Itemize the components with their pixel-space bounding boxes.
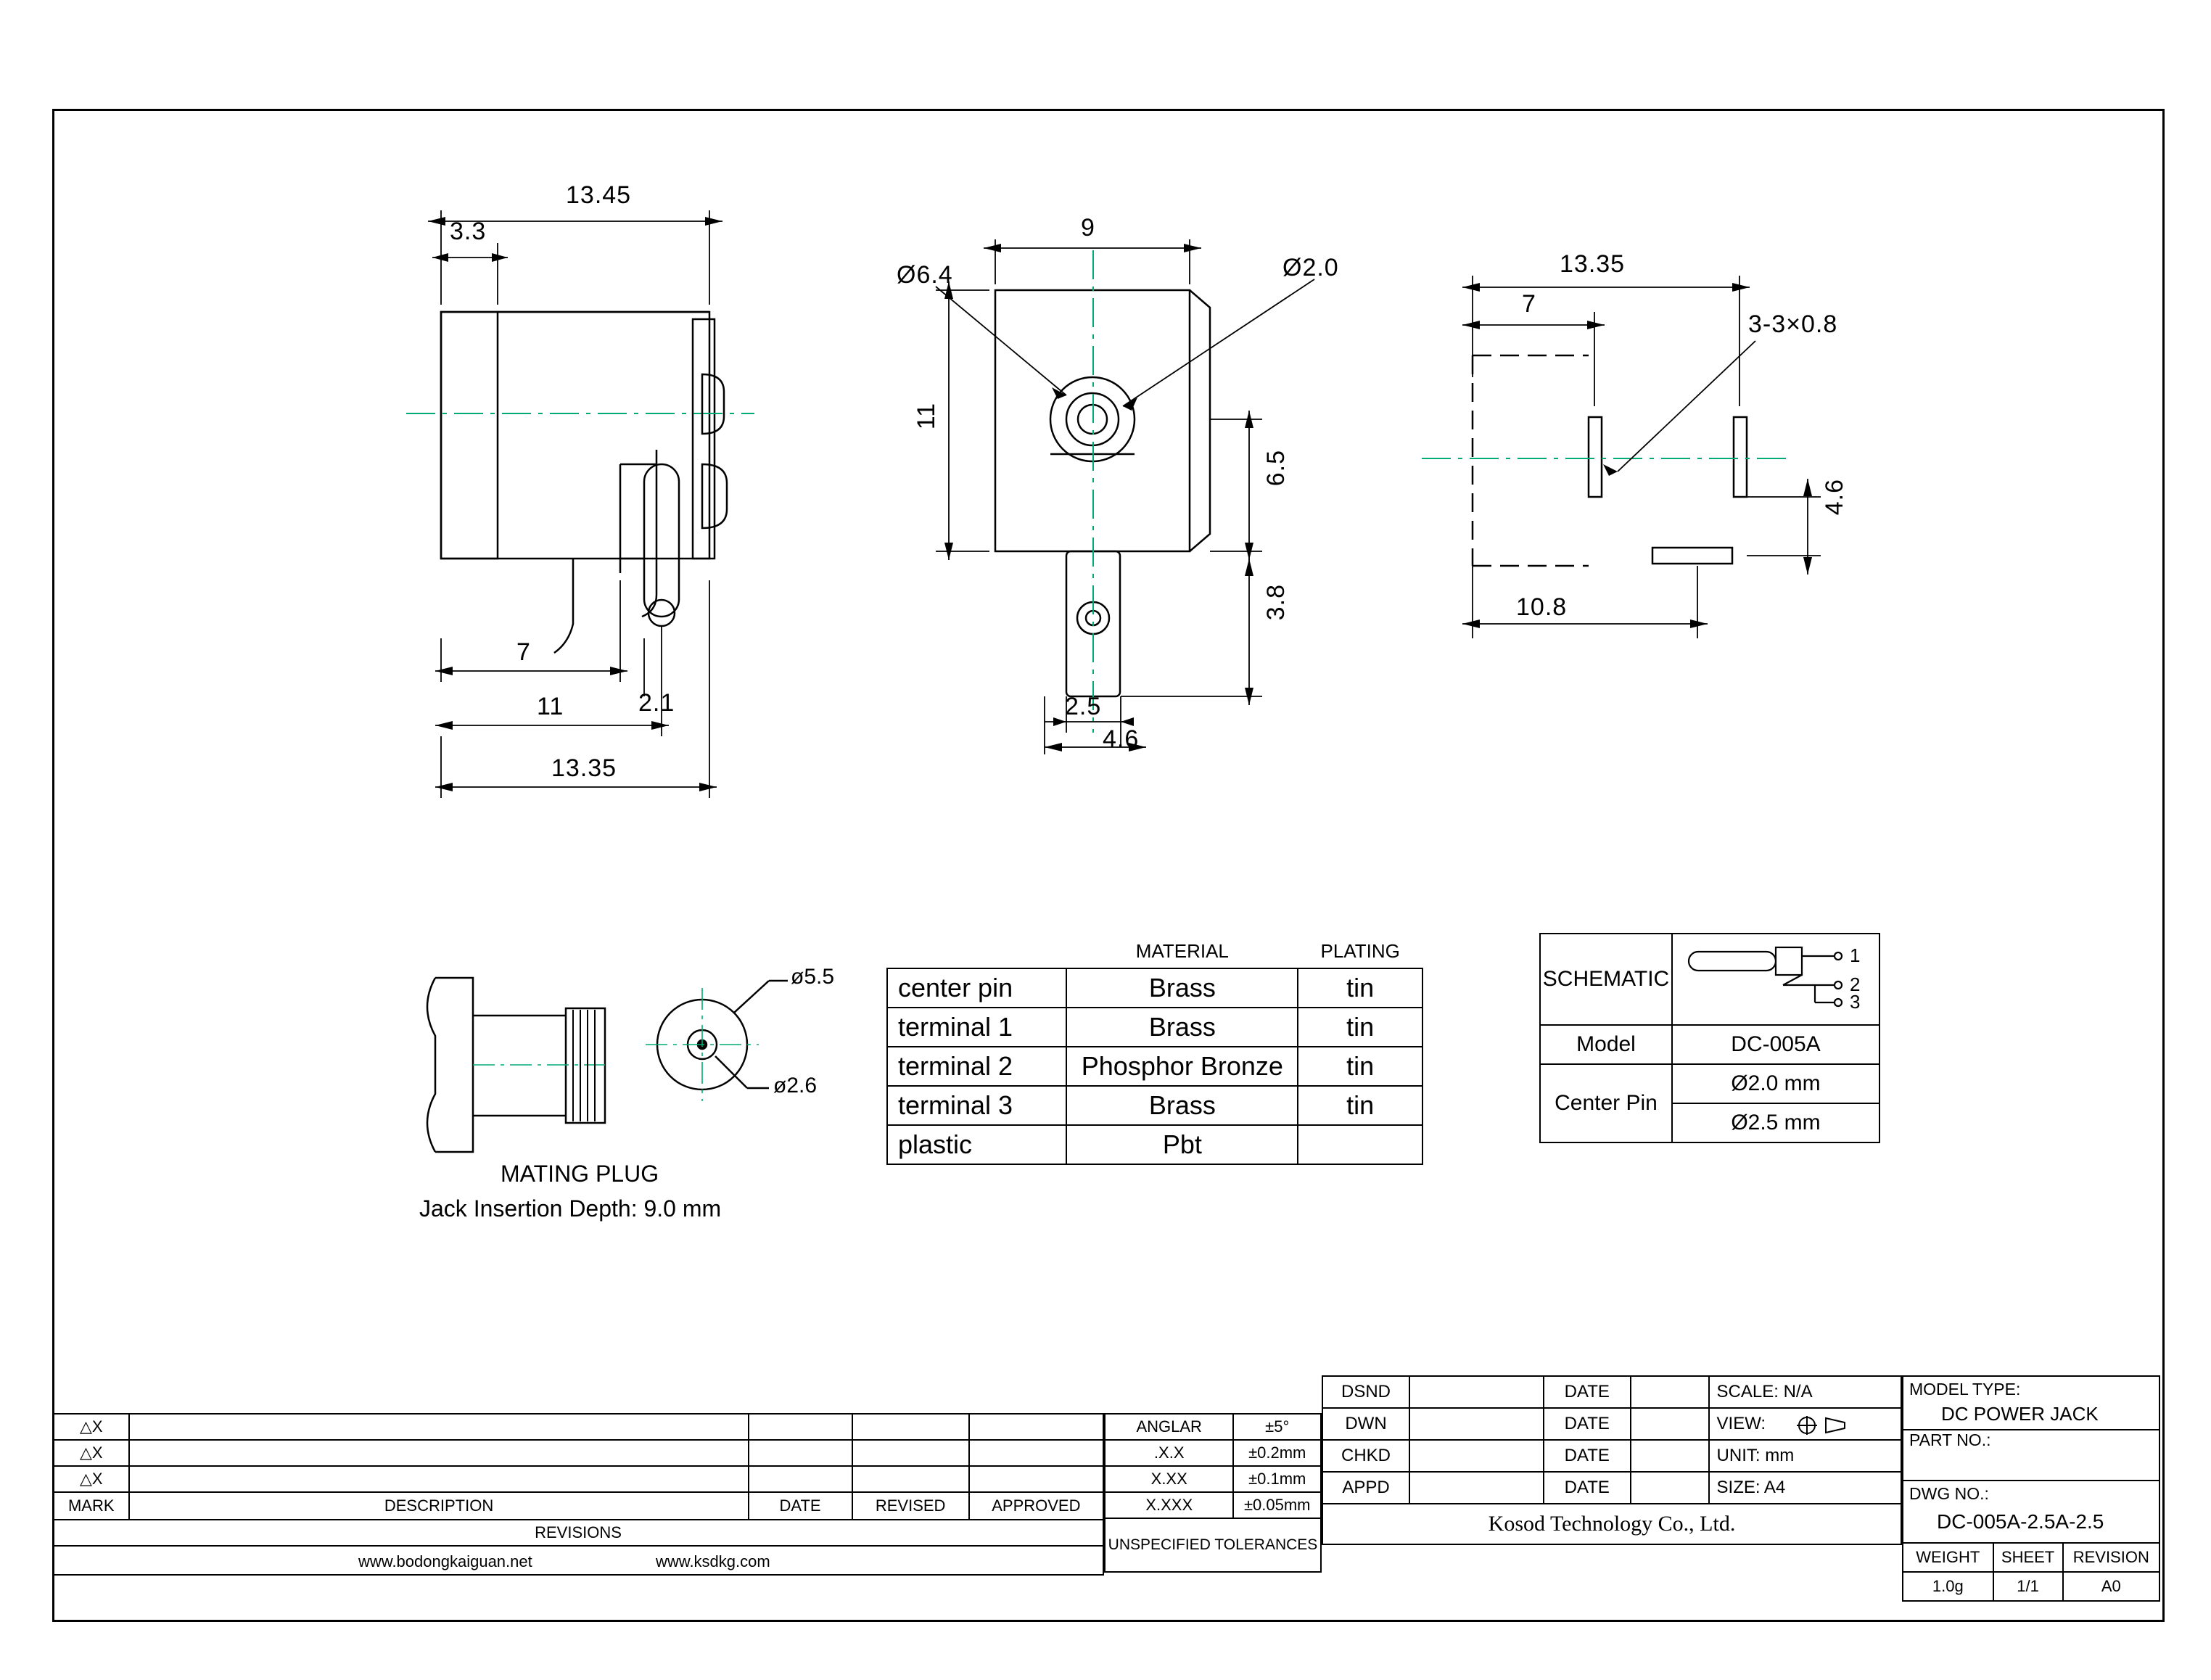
tol-name-0: ANGLAR bbox=[1105, 1414, 1233, 1440]
model-type-cell bbox=[1903, 1376, 2159, 1430]
revision-label: REVISION bbox=[2063, 1543, 2159, 1572]
company-name: Kosod Technology Co., Ltd. bbox=[1322, 1504, 1901, 1544]
appr-role-1: DWN bbox=[1322, 1408, 1409, 1440]
table-row bbox=[887, 1008, 1422, 1047]
model-type-value: DC POWER JACK bbox=[1941, 1403, 2099, 1425]
table-row bbox=[1105, 1518, 1321, 1572]
dim-side-13-35: 13.35 bbox=[551, 754, 617, 782]
table-row bbox=[887, 1125, 1422, 1164]
appr-info-2: UNIT: mm bbox=[1709, 1440, 1901, 1472]
rev-col-approved: APPROVED bbox=[969, 1492, 1103, 1520]
model-type-label: MODEL TYPE: bbox=[1909, 1380, 2021, 1399]
table-row bbox=[1322, 1440, 1901, 1472]
dwg-no-value: DC-005A-2.5A-2.5 bbox=[1937, 1510, 2104, 1533]
rev-mark-1: △X bbox=[53, 1440, 129, 1466]
approval-table bbox=[1322, 1375, 1902, 1545]
material-row-3-plating: tin bbox=[1298, 1086, 1422, 1125]
dim-front-9: 9 bbox=[1081, 214, 1095, 242]
tol-value-0: ±5° bbox=[1233, 1414, 1321, 1440]
appr-datelabel-2: DATE bbox=[1544, 1440, 1631, 1472]
material-row-4-name: plastic bbox=[887, 1125, 1066, 1164]
table-row bbox=[1903, 1572, 2159, 1601]
material-row-1-plating: tin bbox=[1298, 1008, 1422, 1047]
table-row bbox=[1322, 1504, 1901, 1544]
material-row-0-plating: tin bbox=[1298, 968, 1422, 1008]
revision-value: A0 bbox=[2063, 1572, 2159, 1601]
material-row-4-material: Pbt bbox=[1066, 1125, 1298, 1164]
table-row bbox=[887, 1086, 1422, 1125]
rev-approved-2 bbox=[969, 1466, 1103, 1492]
appr-info-1 bbox=[1709, 1408, 1901, 1440]
dim-bottom-3x0-8: 3-3×0.8 bbox=[1748, 310, 1838, 338]
dim-bottom-7: 7 bbox=[1522, 290, 1536, 318]
tol-name-1: .X.X bbox=[1105, 1440, 1233, 1466]
table-row bbox=[1903, 1430, 2159, 1481]
rev-approved-0 bbox=[969, 1414, 1103, 1440]
material-row-1-name: terminal 1 bbox=[887, 1008, 1066, 1047]
tolerances-title: UNSPECIFIED TOLERANCES bbox=[1105, 1518, 1321, 1572]
revisions-table bbox=[52, 1413, 1104, 1576]
rev-revised-1 bbox=[852, 1440, 969, 1466]
material-row-3-name: terminal 3 bbox=[887, 1086, 1066, 1125]
schematic-model-label: Model bbox=[1540, 1025, 1672, 1064]
table-row bbox=[1903, 1481, 2159, 1543]
dim-front-3-8: 3.8 bbox=[1262, 584, 1290, 621]
rev-col-description: DESCRIPTION bbox=[129, 1492, 748, 1520]
schematic-table bbox=[1539, 933, 1880, 1143]
appr-date-3 bbox=[1631, 1472, 1709, 1504]
appr-date-1 bbox=[1631, 1408, 1709, 1440]
table-row bbox=[1540, 934, 1879, 1025]
appr-date-0 bbox=[1631, 1376, 1709, 1408]
appr-datelabel-0: DATE bbox=[1544, 1376, 1631, 1408]
table-row bbox=[1322, 1376, 1901, 1408]
appr-name-0 bbox=[1409, 1376, 1544, 1408]
dim-plug-5-5: ø5.5 bbox=[791, 965, 835, 989]
tol-value-3: ±0.05mm bbox=[1233, 1492, 1321, 1518]
appr-role-3: APPD bbox=[1322, 1472, 1409, 1504]
rev-approved-1 bbox=[969, 1440, 1103, 1466]
rev-date-1 bbox=[749, 1440, 852, 1466]
dim-front-d2-0: Ø2.0 bbox=[1282, 254, 1339, 281]
dim-front-4-6: 4.6 bbox=[1103, 725, 1140, 753]
tol-value-2: ±0.1mm bbox=[1233, 1466, 1321, 1492]
mating-plug-caption-line1: MATING PLUG bbox=[501, 1161, 659, 1187]
appr-name-2 bbox=[1409, 1440, 1544, 1472]
websites-cell bbox=[53, 1546, 1103, 1575]
table-row bbox=[53, 1492, 1103, 1520]
table-row bbox=[1105, 1440, 1321, 1466]
table-row bbox=[53, 1440, 1103, 1466]
sheet-label: SHEET bbox=[1993, 1543, 2063, 1572]
material-row-1-material: Brass bbox=[1066, 1008, 1298, 1047]
schematic-pin-2: 2 bbox=[1850, 973, 1861, 995]
tol-name-2: X.XX bbox=[1105, 1466, 1233, 1492]
table-row bbox=[1322, 1472, 1901, 1504]
dim-front-2-5: 2.5 bbox=[1065, 693, 1102, 720]
schematic-pin-1: 1 bbox=[1850, 944, 1861, 966]
table-row bbox=[1105, 1466, 1321, 1492]
projection-symbol-icon bbox=[1795, 1415, 1861, 1436]
part-no-label: PART NO.: bbox=[1909, 1430, 1991, 1449]
titleblock-table bbox=[1902, 1375, 2160, 1602]
material-header-material: MATERIAL bbox=[1135, 939, 1229, 962]
rev-revised-2 bbox=[852, 1466, 969, 1492]
material-row-2-plating: tin bbox=[1298, 1047, 1422, 1086]
material-row-0-material: Brass bbox=[1066, 968, 1298, 1008]
dim-plug-2-6: ø2.6 bbox=[773, 1074, 818, 1098]
dim-side-3-3: 3.3 bbox=[450, 218, 487, 245]
schematic-centerpin-label: Center Pin bbox=[1540, 1064, 1672, 1142]
weight-label: WEIGHT bbox=[1903, 1543, 1993, 1572]
rev-desc-1 bbox=[129, 1440, 748, 1466]
tolerances-table bbox=[1104, 1413, 1322, 1573]
dim-bottom-13-35: 13.35 bbox=[1560, 250, 1626, 278]
material-table bbox=[886, 934, 1423, 1165]
appr-info-0: SCALE: N/A bbox=[1709, 1376, 1901, 1408]
material-row-4-plating bbox=[1298, 1125, 1422, 1164]
schematic-centerpin-value-0: Ø2.0 mm bbox=[1672, 1064, 1879, 1103]
material-row-2-material: Phosphor Bronze bbox=[1066, 1047, 1298, 1086]
schematic-pin-3: 3 bbox=[1850, 991, 1861, 1013]
table-row bbox=[53, 1546, 1103, 1575]
rev-col-date: DATE bbox=[749, 1492, 852, 1520]
material-table-header-row bbox=[887, 934, 1422, 968]
appr-datelabel-1: DATE bbox=[1544, 1408, 1631, 1440]
rev-desc-2 bbox=[129, 1466, 748, 1492]
rev-mark-0: △X bbox=[53, 1414, 129, 1440]
appr-name-3 bbox=[1409, 1472, 1544, 1504]
material-row-0-name: center pin bbox=[887, 968, 1066, 1008]
website-1: www.bodongkaiguan.net bbox=[358, 1552, 532, 1570]
rev-col-revised: REVISED bbox=[852, 1492, 969, 1520]
rev-desc-0 bbox=[129, 1414, 748, 1440]
table-row bbox=[1540, 1064, 1879, 1103]
dim-front-d6-4: Ø6.4 bbox=[897, 261, 953, 289]
table-row bbox=[1540, 1025, 1879, 1064]
dim-front-11: 11 bbox=[913, 403, 940, 430]
table-row bbox=[1105, 1414, 1321, 1440]
schematic-diagram-cell bbox=[1672, 934, 1879, 1025]
dim-front-6-5: 6.5 bbox=[1262, 450, 1290, 487]
dim-side-13-45: 13.45 bbox=[566, 181, 632, 209]
appr-datelabel-3: DATE bbox=[1544, 1472, 1631, 1504]
website-2: www.ksdkg.com bbox=[656, 1552, 770, 1570]
mating-plug-caption-line2: Jack Insertion Depth: 9.0 mm bbox=[419, 1195, 722, 1222]
tol-name-3: X.XXX bbox=[1105, 1492, 1233, 1518]
table-row bbox=[53, 1520, 1103, 1546]
part-no-cell bbox=[1903, 1430, 2159, 1481]
material-header-blank bbox=[887, 934, 1066, 968]
appr-date-2 bbox=[1631, 1440, 1709, 1472]
material-header-plating: PLATING bbox=[1320, 939, 1400, 962]
weight-value: 1.0g bbox=[1903, 1572, 1993, 1601]
rev-date-2 bbox=[749, 1466, 852, 1492]
dim-side-7: 7 bbox=[516, 638, 531, 666]
rev-revised-0 bbox=[852, 1414, 969, 1440]
table-row bbox=[53, 1414, 1103, 1440]
revisions-title: REVISIONS bbox=[53, 1520, 1103, 1546]
schematic-model-value: DC-005A bbox=[1672, 1025, 1879, 1064]
rev-mark-2: △X bbox=[53, 1466, 129, 1492]
tol-value-1: ±0.2mm bbox=[1233, 1440, 1321, 1466]
table-row bbox=[887, 968, 1422, 1008]
material-row-2-name: terminal 2 bbox=[887, 1047, 1066, 1086]
dwg-no-label: DWG NO.: bbox=[1909, 1484, 1989, 1503]
table-row bbox=[1903, 1376, 2159, 1430]
sheet-value: 1/1 bbox=[1993, 1572, 2063, 1601]
table-row bbox=[887, 1047, 1422, 1086]
table-row bbox=[1105, 1492, 1321, 1518]
appr-role-2: CHKD bbox=[1322, 1440, 1409, 1472]
table-row bbox=[1322, 1408, 1901, 1440]
dim-side-2-1: 2.1 bbox=[638, 689, 675, 717]
rev-col-mark: MARK bbox=[53, 1492, 129, 1520]
table-row bbox=[53, 1466, 1103, 1492]
material-row-3-material: Brass bbox=[1066, 1086, 1298, 1125]
rev-date-0 bbox=[749, 1414, 852, 1440]
table-row bbox=[1903, 1543, 2159, 1572]
appr-role-0: DSND bbox=[1322, 1376, 1409, 1408]
appr-info-3: SIZE: A4 bbox=[1709, 1472, 1901, 1504]
dim-bottom-10-8: 10.8 bbox=[1516, 593, 1568, 621]
appr-name-1 bbox=[1409, 1408, 1544, 1440]
dim-bottom-4-6: 4.6 bbox=[1821, 479, 1848, 516]
schematic-label: SCHEMATIC bbox=[1540, 934, 1672, 1025]
view-label: VIEW: bbox=[1716, 1414, 1766, 1433]
dim-side-11: 11 bbox=[537, 693, 564, 720]
dwg-no-cell bbox=[1903, 1481, 2159, 1543]
schematic-centerpin-value-1: Ø2.5 mm bbox=[1672, 1103, 1879, 1142]
